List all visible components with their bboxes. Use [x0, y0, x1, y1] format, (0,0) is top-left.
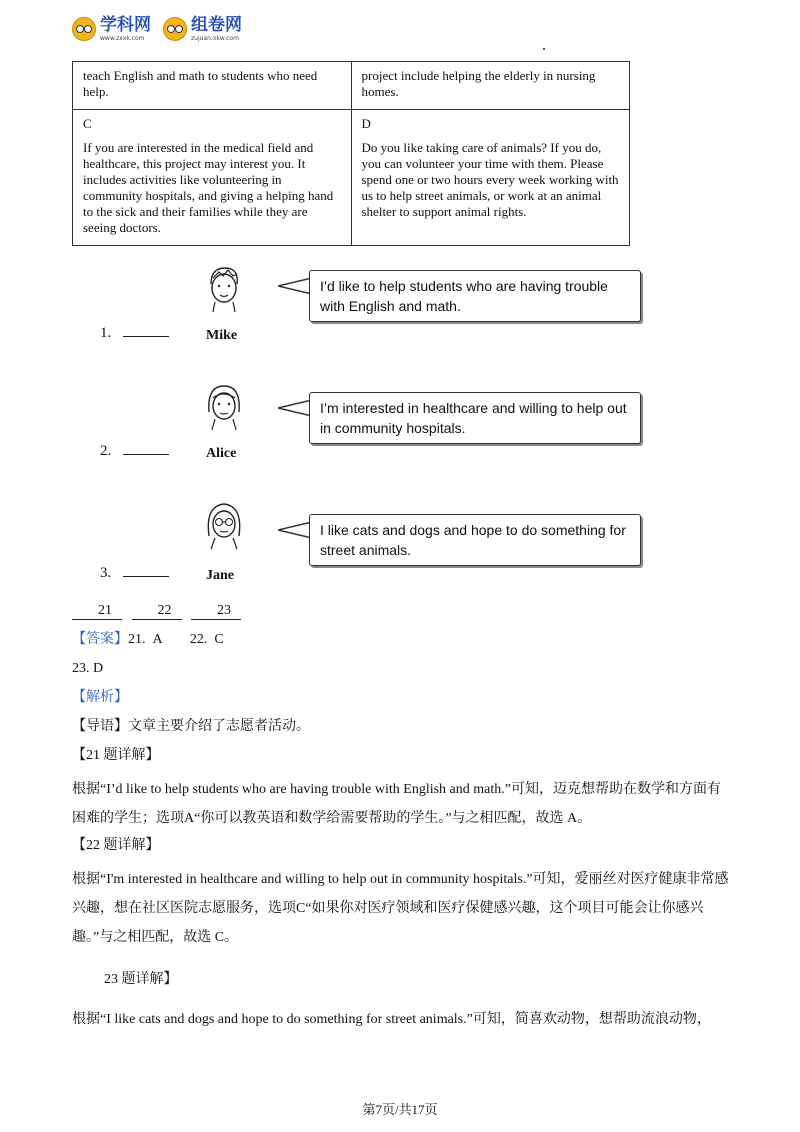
speech-tail-icon	[278, 520, 312, 540]
option-letter: D	[361, 116, 371, 131]
answer-label: 【答案】	[72, 632, 128, 647]
speech-tail-icon	[278, 398, 312, 418]
options-table	[72, 61, 630, 246]
girl-glasses-face-icon	[203, 500, 243, 550]
option-letter: C	[83, 116, 92, 131]
q21-text: 根据“I’d like to help students who are having trouble with English and math.”可知，迈克想帮助在数学和方面有困难的学生；选项A“你可以教英语和数学给需要帮助的学生。”与之相匹配，故选 A。	[72, 782, 721, 826]
q21-title: 【21 题详解】	[72, 748, 160, 763]
person-row-jane	[100, 500, 630, 600]
cell-b2-continued: project include helping the elderly in nursing homes.	[351, 62, 630, 110]
answer-blank[interactable]	[123, 564, 169, 577]
option-text: Do you like taking care of animals? If you do, you can volunteer your time with them. Please spend one or two hours every week working with us to help street animals, or work at an animal shelter to support animal rights.	[361, 140, 619, 219]
boy-face-icon	[203, 264, 243, 314]
cell-option-c	[73, 110, 352, 246]
person-name: Mike	[206, 328, 238, 343]
logo-url: www.zxxk.com	[100, 34, 145, 42]
xuekewang-logo	[72, 14, 151, 42]
mascot-icon	[72, 17, 96, 41]
logo-url: zujuan.xkw.com	[191, 34, 239, 42]
option-text: If you are interested in the medical field and healthcare, this project may interest you. It includes activities like volunteering in community hospitals, and giving a helping hand to the sick and their families while they are seeing doctors.	[83, 140, 334, 235]
girl-face-icon	[203, 382, 243, 432]
answer-blanks-line	[72, 603, 247, 620]
speech-bubble: I’m interested in healthcare and willing to help out in community hospitals.	[309, 392, 641, 444]
answer-values: 21. A 22. C	[128, 632, 224, 647]
answer-line	[72, 630, 732, 650]
analysis-label: 【解析】	[72, 690, 128, 705]
speech-tail-icon	[278, 276, 312, 296]
answer-line-2: 23. D	[72, 661, 104, 676]
answer-blank[interactable]	[123, 324, 169, 337]
question-number: 2.	[100, 442, 169, 460]
logo-name: 学科网	[100, 14, 151, 35]
question-number: 1.	[100, 324, 169, 342]
speech-bubble: I’d like to help students who are having trouble with English and math.	[309, 270, 641, 322]
person-name: Jane	[206, 568, 234, 583]
person-row-alice	[100, 380, 630, 480]
header-logos	[72, 12, 242, 46]
table-row	[73, 62, 630, 110]
person-name: Alice	[206, 446, 237, 461]
person-row-mike	[100, 262, 630, 362]
q22-text: 根据“I'm interested in healthcare and willing to help out in community hospitals.”可知，爱丽丝对医疗健康非常感兴趣，想在社区医院志愿服务，选项C“如果你对医疗领域和医疗保健感兴趣，这个项目可能会让你感兴趣。”与之相匹配，故选 C。	[72, 872, 729, 945]
q23-text: 根据“I like cats and dogs and hope to do something for street animals.”可知，简喜欢动物，想帮助流浪动物，	[72, 1012, 711, 1027]
answer-blank-22[interactable]: 22	[132, 603, 182, 620]
stray-dot	[543, 48, 545, 50]
question-number: 3.	[100, 564, 169, 582]
q22-title: 【22 题详解】	[72, 838, 160, 853]
cell-option-d	[351, 110, 630, 246]
speech-bubble: I like cats and dogs and hope to do something for street animals.	[309, 514, 641, 566]
answer-blank[interactable]	[123, 442, 169, 455]
cell-b-continued: teach English and math to students who need help.	[73, 62, 352, 110]
guide-text: 【导语】文章主要介绍了志愿者活动。	[72, 719, 310, 734]
table-row	[73, 110, 630, 246]
zujuanwang-logo	[163, 14, 242, 42]
page-number: 第7页/共17页	[362, 1102, 438, 1117]
logo-name: 组卷网	[191, 14, 242, 35]
answer-blank-23[interactable]: 23	[191, 603, 241, 620]
q23-title: 23 题详解】	[104, 972, 178, 987]
mascot-icon	[163, 17, 187, 41]
answer-blank-21[interactable]: 21	[72, 603, 122, 620]
